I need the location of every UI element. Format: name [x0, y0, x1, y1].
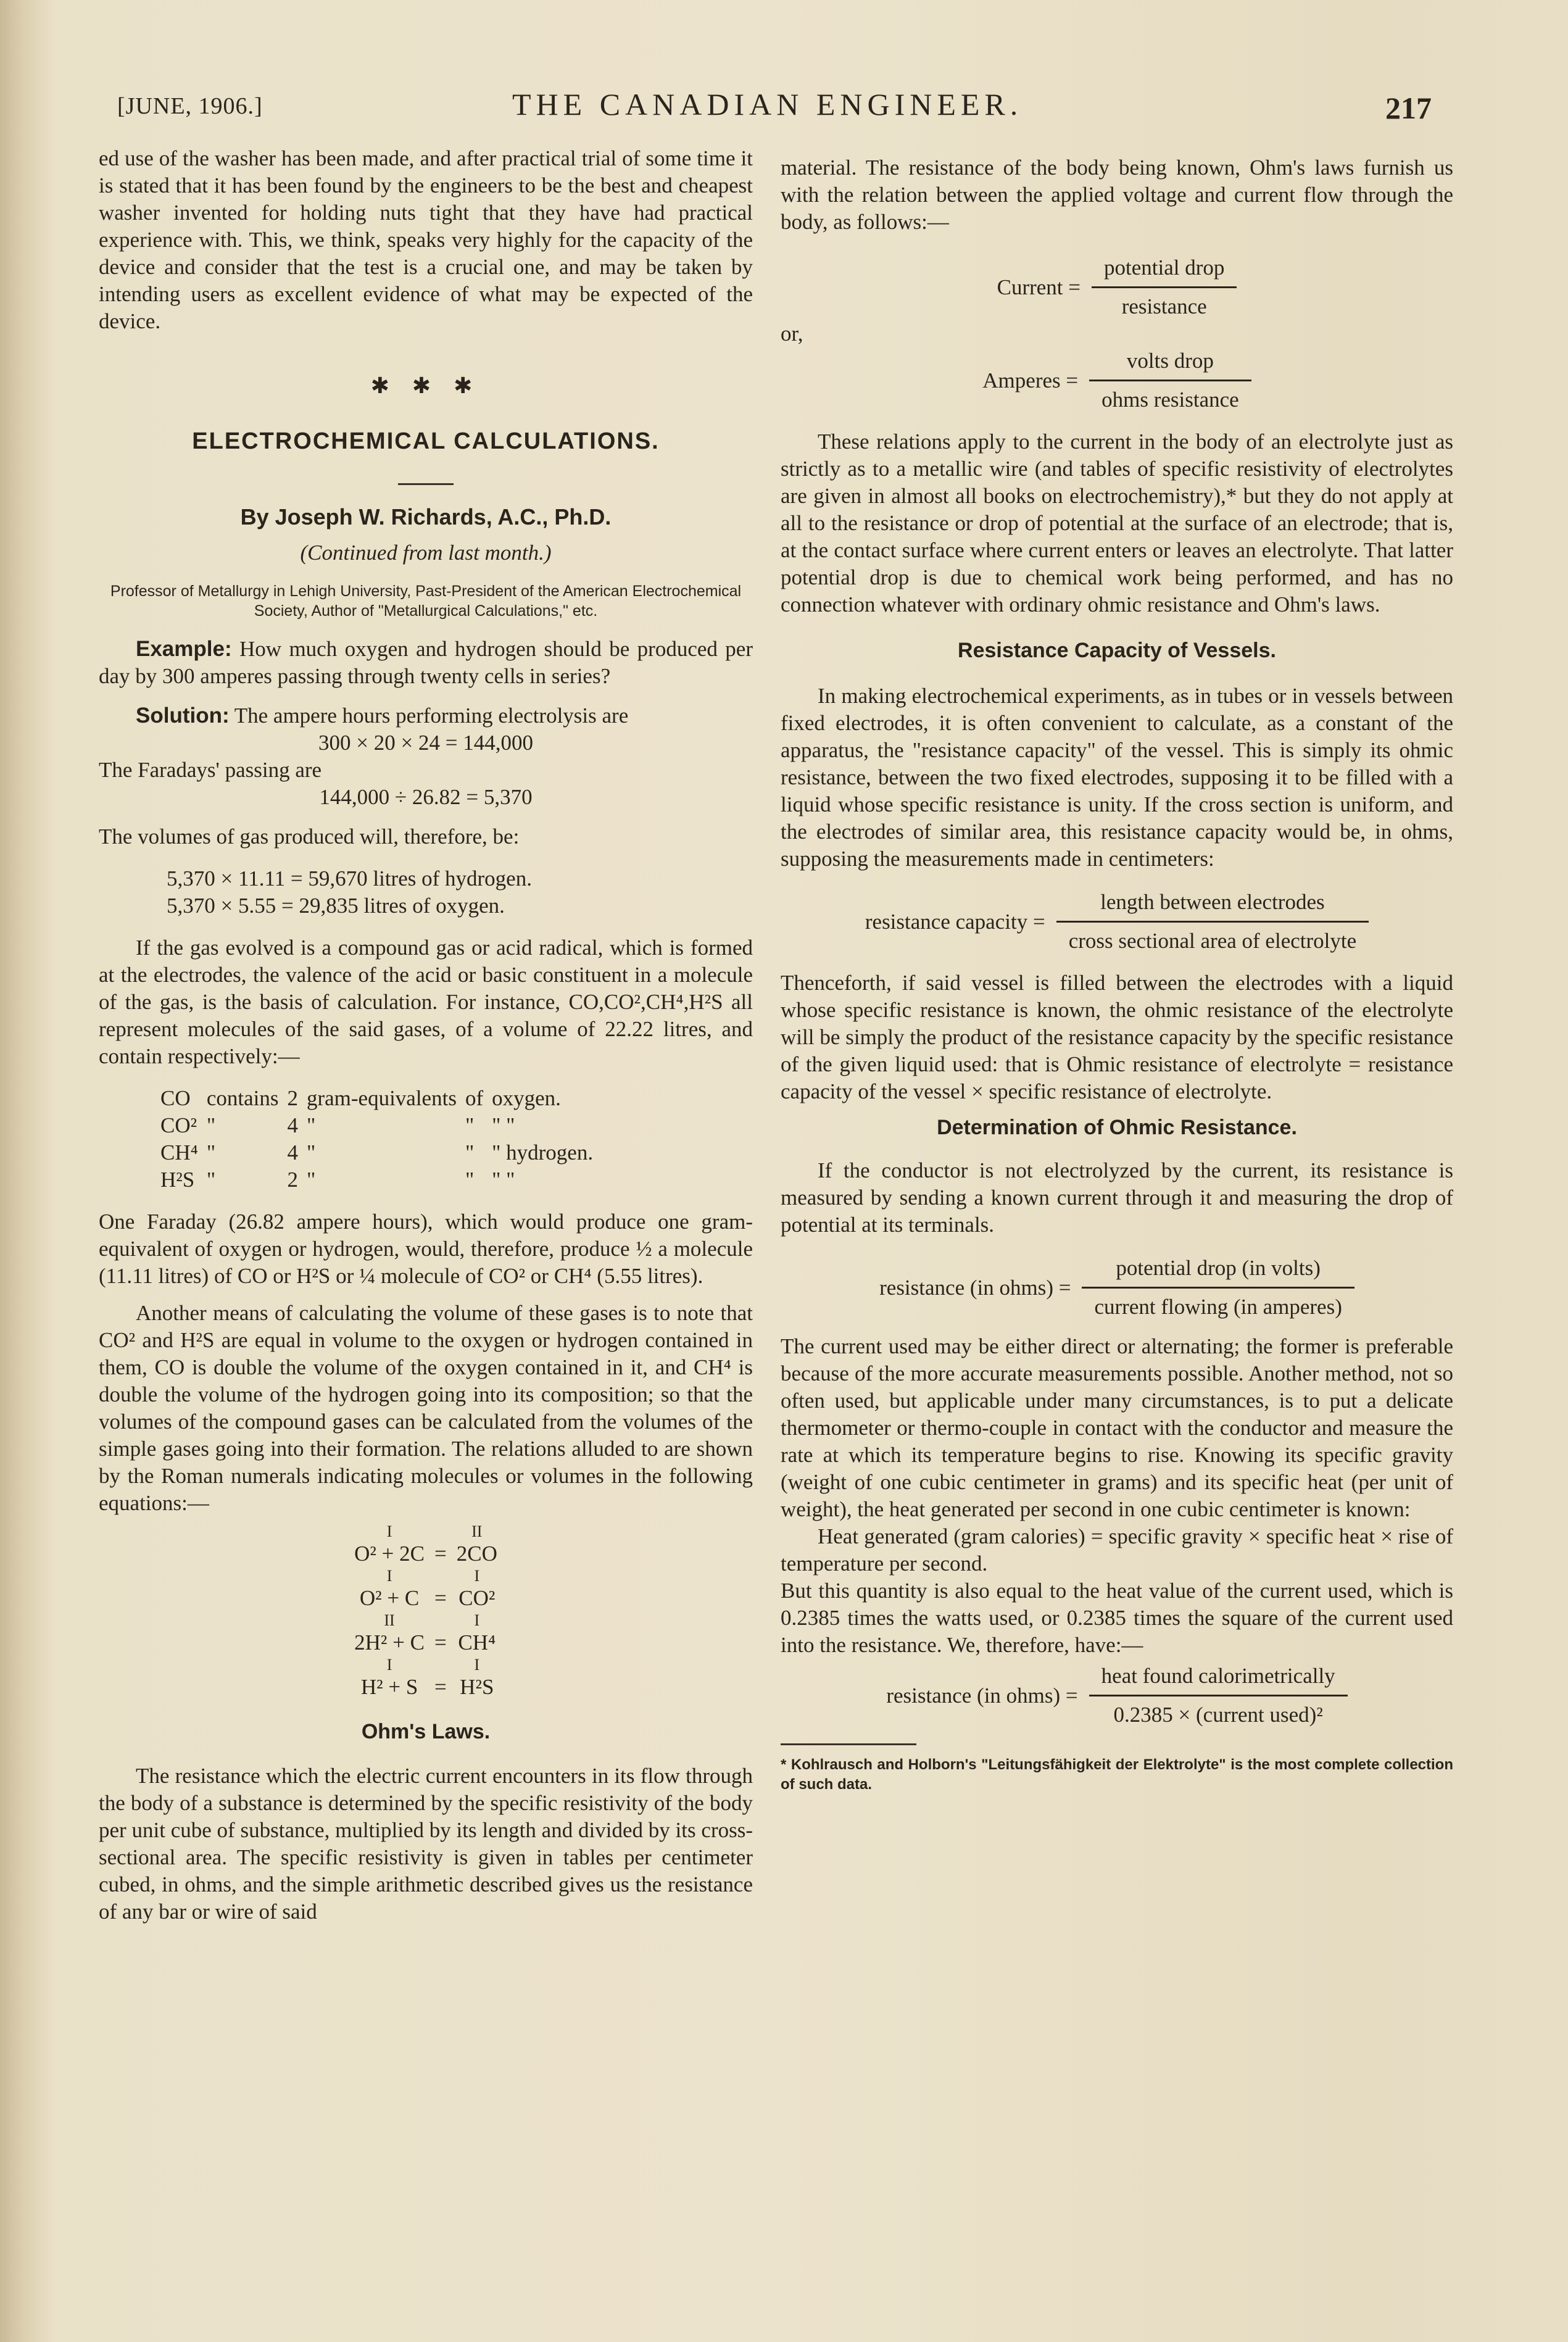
publication-title: THE CANADIAN ENGINEER. [512, 87, 1023, 122]
reaction-numeral-left: I [386, 1656, 392, 1674]
issue-date: [JUNE, 1906.] [117, 93, 263, 119]
solution-paragraph [99, 702, 753, 729]
another-means-paragraph: Another means of calculating the volume of these gases is to note that CO² and H²S are equal in volume to the oxygen or hydrogen contained in them, CO is double the volume of the oxygen contained in it, and CH⁴ is double the volume of the hydrogen going into its composition; so that the volumes of the compound gases can be calculated from the volumes of the simple gases going into their formation. The relations alluded to are shown by the Roman numerals indicating molecules or volumes in the following equations:— [99, 1301, 753, 1515]
formula-current-denominator: resistance [1121, 294, 1207, 318]
left-column [99, 145, 753, 1925]
formula-ohmic-label: resistance (in ohms) = [879, 1275, 1071, 1300]
reaction-spacer [429, 1656, 452, 1674]
gas-table-cell: " [306, 1113, 316, 1137]
formula-calorimetric-label: resistance (in ohms) = [886, 1683, 1078, 1708]
reaction-numeral-row [349, 1568, 502, 1585]
reaction-numeral-left: I [386, 1522, 392, 1540]
gas-table-cell: " [206, 1140, 216, 1165]
equation-ampere-hours: 300 × 20 × 24 = 144,000 [318, 731, 533, 755]
material-paragraph: material. The resistance of the body being known, Ohm's laws furnish us with the relation between the applied voltage and current flow through the body, as follows:— [781, 156, 1453, 234]
reaction-numeral-left: I [386, 1567, 392, 1585]
formula-calorimetric-numerator: heat found calorimetrically [1101, 1664, 1335, 1688]
formula-current-numerator: potential drop [1104, 255, 1225, 280]
reaction-row [349, 1629, 502, 1656]
formula-current [781, 254, 1453, 320]
gas-table-cell: 4 [287, 1113, 298, 1137]
solution-text: The ampere hours performing electrolysis are [234, 704, 629, 728]
reaction-right-side: 2CO [456, 1542, 497, 1566]
equation-faradays: 144,000 ÷ 26.82 = 5,370 [319, 785, 533, 809]
gas-table-row [160, 1085, 602, 1112]
gas-table-cell: contains [206, 1086, 279, 1110]
article-byline: By Joseph W. Richards, A.C., Ph.D. [240, 504, 612, 529]
equation-hydrogen: 5,370 × 11.11 = 59,670 litres of hydrogen. [167, 866, 532, 891]
page-header [117, 86, 1432, 136]
relations-paragraph: These relations apply to the current in the body of an electrolyte just as strictly as to a metallic wire (and tables of specific resistivity of electrolytes are given in almost all books on electrochemistry),* but they do not apply at all to the resistance or drop of potential at the surface of an electrode; that is, at the contact surface where current enters or leaves an electrolyte. That latter potential drop is due to chemical work being performed, and has no connection whatever with ordinary ohmic resistance and Ohm's laws. [781, 430, 1453, 617]
formula-calorimetric-denominator: 0.2385 × (current used)² [1113, 1703, 1323, 1727]
formula-amperes [781, 347, 1453, 413]
right-column [781, 154, 1453, 1795]
formula-ohmic-resistance [781, 1255, 1453, 1321]
formula-current-label: Current = [997, 275, 1081, 299]
faradays-text: The Faradays' passing are [99, 758, 322, 782]
reaction-numeral-right: I [474, 1656, 480, 1674]
formula-amperes-numerator: volts drop [1126, 349, 1214, 373]
gas-table-cell: " [465, 1140, 475, 1165]
section-ornament: ✱ ✱ ✱ [370, 373, 481, 398]
formula-ohmic-denominator: current flowing (in amperes) [1094, 1295, 1342, 1319]
formula-amperes-label: Amperes = [982, 368, 1079, 392]
equation-oxygen: 5,370 × 5.55 = 29,835 litres of oxygen. [167, 894, 505, 918]
reaction-numeral-row [349, 1523, 502, 1540]
example-paragraph [99, 636, 753, 690]
reaction-equations [349, 1523, 502, 1701]
gas-table-cell: gram-equivalents [306, 1086, 457, 1110]
gas-equivalents-table [160, 1085, 602, 1194]
equals-sign: = [434, 1630, 447, 1655]
ohms-laws-heading: Ohm's Laws. [361, 1720, 491, 1743]
gas-table-cell: CO² [160, 1113, 197, 1137]
reaction-numeral-right: I [474, 1611, 480, 1629]
gas-table-cell: " hydrogen. [492, 1140, 594, 1165]
equals-sign: = [434, 1542, 447, 1566]
reaction-right-side: CH⁴ [458, 1630, 496, 1655]
formula-resistance-capacity [781, 889, 1453, 955]
reaction-row [349, 1585, 502, 1612]
reaction-row [349, 1540, 502, 1568]
reaction-right-side: CO² [458, 1586, 496, 1610]
compound-gas-paragraph: If the gas evolved is a compound gas or acid radical, which is formed at the electrodes, the valence of the acid or basic constituent in a molecule of the gas, is the basis of calculation. For instance, CO,CO²,CH⁴,H²S all represent molecules of the said gases, of a volume of 22.22 litres, and contain respectively:— [99, 936, 753, 1068]
continued-note: (Continued from last month.) [300, 541, 552, 565]
solution-label: Solution: [136, 704, 230, 728]
equals-sign: = [434, 1586, 447, 1610]
fraction-bar [1056, 921, 1369, 923]
reaction-spacer [429, 1568, 452, 1585]
gas-table-cell: oxygen. [492, 1086, 561, 1110]
article-title: ELECTROCHEMICAL CALCULATIONS. [192, 428, 660, 454]
gas-table-cell: CH⁴ [160, 1140, 198, 1165]
formula-capacity-denominator: cross sectional area of electrolyte [1068, 929, 1357, 953]
formula-ohmic-numerator: potential drop (in volts) [1116, 1256, 1321, 1280]
ohmic-resistance-heading: Determination of Ohmic Resistance. [937, 1116, 1297, 1139]
gas-table-cell: " [465, 1113, 475, 1137]
resistance-capacity-heading: Resistance Capacity of Vessels. [958, 639, 1276, 662]
volumes-text: The volumes of gas produced will, therefore, be: [99, 824, 520, 849]
example-text: How much oxygen and hydrogen should be produced per day by 300 amperes passing through twenty cells in series? [99, 637, 753, 688]
footnote: * Kohlrausch and Holborn's "Leitungsfähigkeit der Elektrolyte" is the most complete collection of such data. [781, 1756, 1453, 1793]
formula-calorimetric-resistance [781, 1663, 1453, 1729]
reaction-left-side: O² + 2C [354, 1542, 425, 1566]
gas-table-cell: " " [492, 1168, 515, 1192]
reaction-numeral-row [349, 1612, 502, 1629]
ohms-laws-paragraph: The resistance which the electric current encounters in its flow through the body of a substance is determined by the specific resistivity of the body per unit cube of substance, multiplied by its length and divided by its cross-sectional area. The specific resistivity is given in tables per centimeter cubed, in ohms, and the simple arithmetic described gives us the resistance of any bar or wire of said [99, 1764, 753, 1924]
gas-table-cell: " [465, 1168, 475, 1192]
reaction-left-side: 2H² + C [354, 1630, 425, 1655]
reaction-numeral-right: I [474, 1567, 480, 1585]
equals-sign: = [434, 1675, 447, 1699]
gas-table-cell: 4 [287, 1140, 298, 1165]
gas-table-cell: " [206, 1168, 216, 1192]
formula-amperes-denominator: ohms resistance [1101, 388, 1239, 412]
reaction-right-side: H²S [460, 1675, 494, 1699]
gas-table-cell: of [465, 1086, 484, 1110]
fraction-bar [1092, 286, 1237, 288]
heat-generated-line: Heat generated (gram calories) = specific gravity × specific heat × rise of temperature per second. [781, 1524, 1453, 1576]
gas-table-cell: 2 [287, 1168, 298, 1192]
faraday-paragraph: One Faraday (26.82 ampere hours), which would produce one gram-equivalent of oxygen or hydrogen, would, therefore, produce ½ a molecule (11.11 litres) of CO or H²S or ¼ molecule of CO² or CH⁴ (5.55 litres). [99, 1210, 753, 1288]
reaction-spacer [429, 1523, 452, 1540]
page-number: 217 [1385, 91, 1432, 125]
fraction-bar [1089, 1695, 1348, 1696]
gas-table-cell: " [306, 1168, 316, 1192]
gas-table-row [160, 1112, 602, 1139]
gas-table-row [160, 1139, 602, 1166]
fraction-bar [1082, 1287, 1354, 1289]
formula-capacity-numerator: length between electrodes [1100, 890, 1325, 914]
reaction-left-side: O² + C [359, 1586, 420, 1610]
formula-capacity-label: resistance capacity = [865, 909, 1045, 934]
reaction-numeral-right: II [471, 1522, 483, 1540]
heat-value-paragraph: But this quantity is also equal to the heat value of the current used, which is 0.2385 times the watts used, or 0.2385 times the square of the current used into the resistance. We, therefore, have:— [781, 1579, 1453, 1657]
thenceforth-paragraph: Thenceforth, if said vessel is filled between the electrodes with a liquid whose specific resistance is known, the ohmic resistance of the electrolyte will be simply the product of the resistance capacity by the specific resistance of the given liquid used: that is Ohmic resistance of electrolyte = resistance capacity of the vessel × specific resistance of electrolyte. [781, 971, 1453, 1103]
washer-paragraph: ed use of the washer has been made, and after practical trial of some time it is stated that it has been found by the engineers to be the best and cheapest washer invented for holding nuts tight that they have had practical experience with. This, we think, speaks very highly for the capacity of the device and consider that the test is a crucial one, and may be taken by intending users as excellent evidence of what may be expected of the device. [99, 146, 753, 333]
gas-table-cell: " " [492, 1113, 515, 1137]
gas-table-cell: " [306, 1140, 316, 1165]
example-label: Example: [136, 637, 232, 661]
fraction-bar [1089, 380, 1251, 381]
reaction-numeral-row [349, 1656, 502, 1674]
resistance-capacity-paragraph: In making electrochemical experiments, as in tubes or in vessels between fixed electrodes, it is often convenient to calculate, as a constant of the apparatus, the "resistance capacity" of the vessel. This is simply its ohmic resistance, between the two fixed electrodes, supposing it to be filled with a liquid whose specific resistance is unity. If the cross section is uniform, and the electrodes of similar area, this resistance capacity would be, in ohms, supposing the measurements made in centimeters: [781, 684, 1453, 871]
ohmic-resistance-paragraph: If the conductor is not electrolyzed by the current, its resistance is measured by sending a known current through it and measuring the drop of potential at its terminals. [781, 1158, 1453, 1237]
gas-table-cell: H²S [160, 1168, 195, 1192]
reaction-numeral-left: II [384, 1611, 395, 1629]
gas-table-cell: " [206, 1113, 216, 1137]
gas-table-cell: CO [160, 1086, 191, 1110]
gas-table-row [160, 1166, 602, 1194]
author-affiliation: Professor of Metallurgy in Lehigh University, Past-President of the American Electrochemical Society, Author of "Metallurgical Calculations," etc. [110, 583, 742, 620]
reaction-row [349, 1674, 502, 1701]
reaction-left-side: H² + S [360, 1675, 418, 1699]
reaction-spacer [429, 1612, 452, 1629]
or-text: or, [781, 322, 803, 346]
current-used-paragraph: The current used may be either direct or alternating; the former is preferable because of the more accurate measurements possible. Another method, not so often used, but applicable under many circumstances, is to put a delicate thermometer or thermo-couple in contact with the conductor and measure the rate at which its temperature begins to rise. Knowing its specific gravity (weight of one cubic centimeter in grams) and its specific heat (per unit of weight), the heat generated per second in one cubic centimeter is known: [781, 1334, 1453, 1521]
gas-table-cell: 2 [287, 1086, 298, 1110]
